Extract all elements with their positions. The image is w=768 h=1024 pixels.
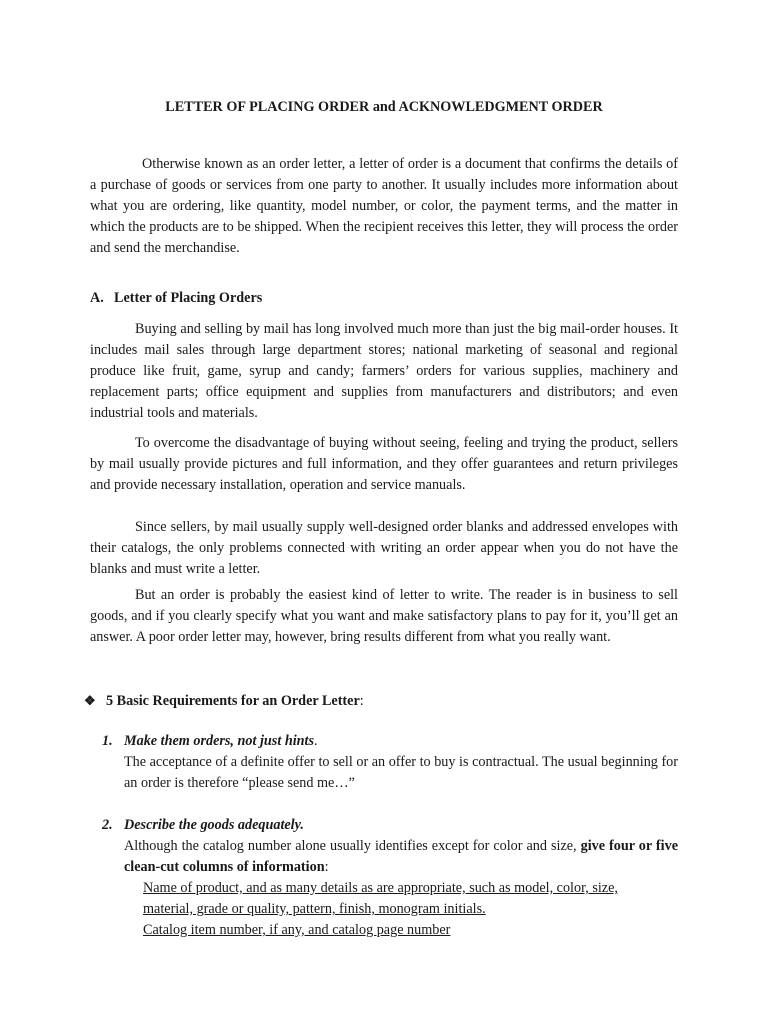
section-a-title: Letter of Placing Orders	[114, 290, 263, 306]
requirement-details	[143, 878, 683, 941]
section-a-paragraph: But an order is probably the easiest kind of letter to write. The reader is in business to sell goods, and if you clearly specify what you want and make satisfactory plans to pay for it, you’ll get an answer. A poor order letter may, however, bring results different from what you really want.	[90, 587, 678, 645]
requirement-title: Describe the goods adequately.	[124, 817, 304, 833]
requirement-body: Although the catalog number alone usually identifies except for color and size, give four or five clean-cut columns of information:	[124, 838, 678, 875]
section-a-paragraph: To overcome the disadvantage of buying without seeing, feeling and trying the product, sellers by mail usually provide pictures and full information, and they offer guarantees and return privileges and provide necessary installation, operation and service manuals.	[90, 435, 678, 493]
requirements-heading	[84, 690, 364, 712]
requirement-body-bold: give four or five clean-cut columns of information	[124, 838, 678, 875]
section-a-letter: A.	[90, 290, 104, 306]
requirement-body: The acceptance of a definite offer to sell or an offer to buy is contractual. The usual beginning for an order is therefore “please send me…”	[124, 754, 678, 791]
intro-paragraph: Otherwise known as an order letter, a letter of order is a document that confirms the details of a purchase of goods or services from one party to another. It usually includes more information about what you are ordering, like quantity, model number, or color, the payment terms, and the matter in which the products are to be shipped. When the recipient receives this letter, they will process the order and send the merchandise.	[90, 156, 678, 256]
section-a-heading	[90, 288, 678, 309]
requirement-title: Make them orders, not just hints.	[124, 733, 318, 749]
document-title: LETTER OF PLACING ORDER and ACKNOWLEDGMENT ORDER	[165, 99, 603, 115]
requirement-number: 1.	[102, 733, 113, 749]
requirements-heading-colon: :	[359, 693, 364, 709]
section-a-paragraph: Since sellers, by mail usually supply well-designed order blanks and addressed envelopes with their catalogs, the only problems connected with writing an order appear when you do not have the blanks and must write a letter.	[90, 519, 678, 577]
detail-line: Name of product, and as many details as are appropriate, such as model, color, size,	[143, 880, 618, 896]
detail-line: Catalog item number, if any, and catalog page number	[143, 922, 451, 938]
diamond-bullet-icon: ❖	[84, 693, 96, 708]
detail-line: material, grade or quality, pattern, finish, monogram initials.	[143, 901, 486, 917]
requirement-number: 2.	[102, 817, 113, 833]
requirements-heading-text: 5 Basic Requirements for an Order Letter	[106, 693, 360, 709]
section-a-paragraph: Buying and selling by mail has long involved much more than just the big mail-order houses. It includes mail sales through large department stores; national marketing of seasonal and regional produce like fruit, game, syrup and candy; farmers’ orders for various supplies, machinery and replacement parts; office equipment and supplies from manufacturers and distributors; and even industrial tools and materials.	[90, 321, 678, 421]
